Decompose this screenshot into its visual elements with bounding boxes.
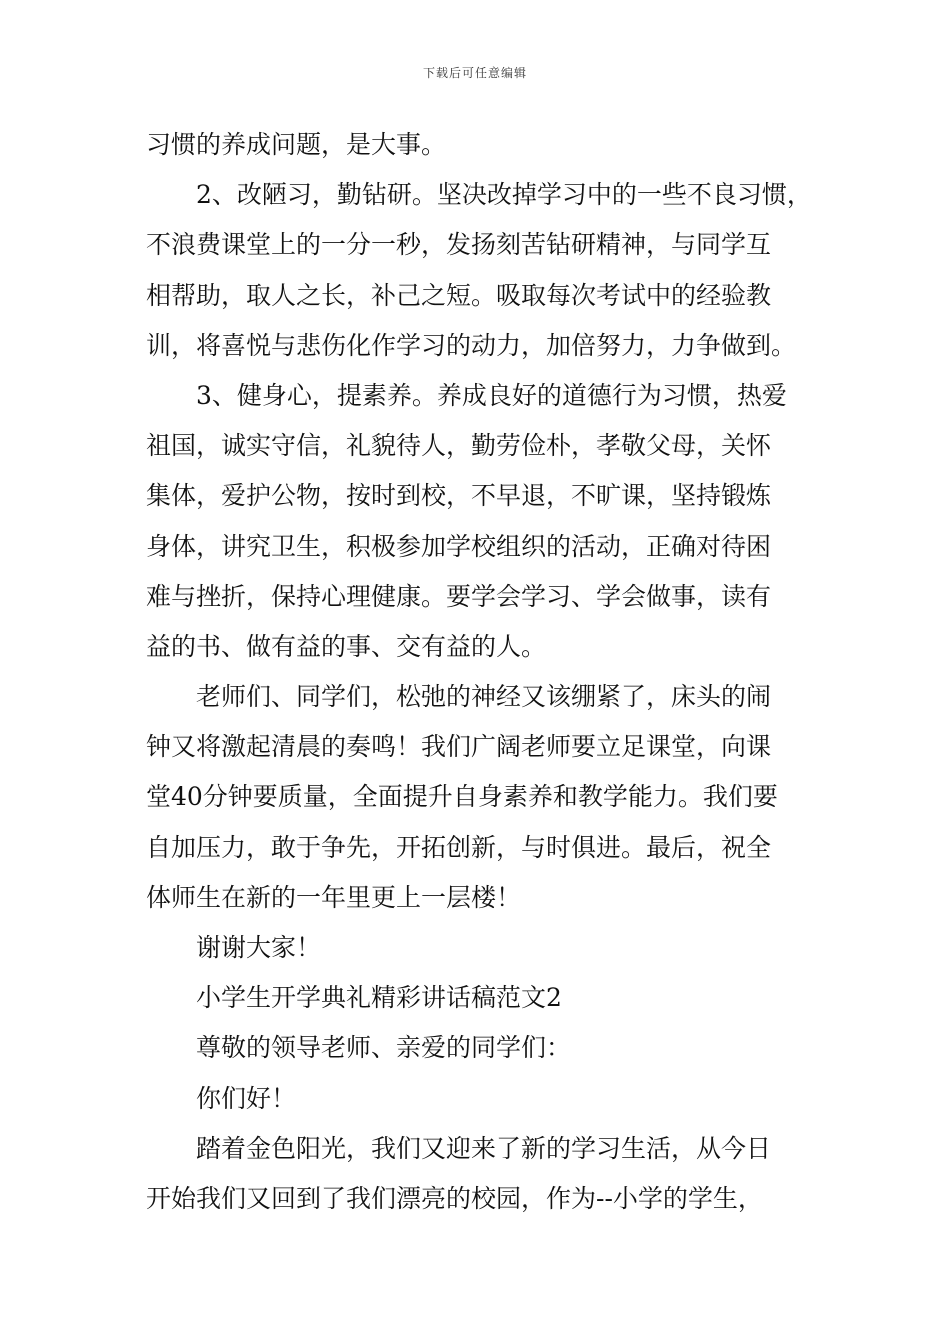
text-line: 开始我们又回到了我们漂亮的校园，作为--小学的学生， <box>146 1183 763 1213</box>
text-line: 尊敬的领导老师、亲爱的同学们： <box>196 1033 572 1063</box>
text-line: 小学生开学典礼精彩讲话稿范文2 <box>196 983 562 1013</box>
text-line: 相帮助，取人之长，补己之短。吸取每次考试中的经验教 <box>146 280 772 310</box>
text-line: 益的书、做有益的事、交有益的人。 <box>146 631 547 661</box>
text-line: 训，将喜悦与悲伤化作学习的动力，加倍努力，力争做到。 <box>146 330 797 360</box>
text-line: 不浪费课堂上的一分一秒，发扬刻苦钻研精神，与同学互 <box>146 230 772 260</box>
text-line: 你们好！ <box>196 1083 297 1113</box>
text-line: 体师生在新的一年里更上一层楼！ <box>146 882 522 912</box>
text-line: 谢谢大家！ <box>196 933 322 962</box>
text-line: 堂40分钟要质量，全面提升自身素养和教学能力。我们要 <box>146 782 778 812</box>
text-line: 老师们、同学们，松弛的神经又该绷紧了，床头的闹 <box>196 682 772 712</box>
text-line: 习惯的养成问题，是大事。 <box>146 130 447 159</box>
text-line: 钟又将激起清晨的奏鸣！我们广阔老师要立足课堂，向课 <box>146 732 772 762</box>
text-line: 2、改陋习，勤钻研。坚决改掉学习中的一些不良习惯， <box>196 180 812 210</box>
text-line: 集体，爱护公物，按时到校，不早退，不旷课，坚持锻炼 <box>146 481 772 511</box>
text-line: 3、健身心，提素养。养成良好的道德行为习惯，热爱 <box>196 380 787 410</box>
text-line: 踏着金色阳光，我们又迎来了新的学习生活，从今日 <box>196 1133 772 1163</box>
text-line: 祖国，诚实守信，礼貌待人，勤劳俭朴，孝敬父母，关怀 <box>146 431 772 461</box>
header-note: 下载后可任意编辑 <box>422 66 527 80</box>
text-line: 身体，讲究卫生，积极参加学校组织的活动，正确对待困 <box>146 531 772 561</box>
text-line: 难与挫折，保持心理健康。要学会学习、学会做事，读有 <box>146 581 772 611</box>
text-line: 自加压力，敢于争先，开拓创新，与时俱进。最后，祝全 <box>146 832 772 862</box>
document-body <box>146 120 816 1224</box>
